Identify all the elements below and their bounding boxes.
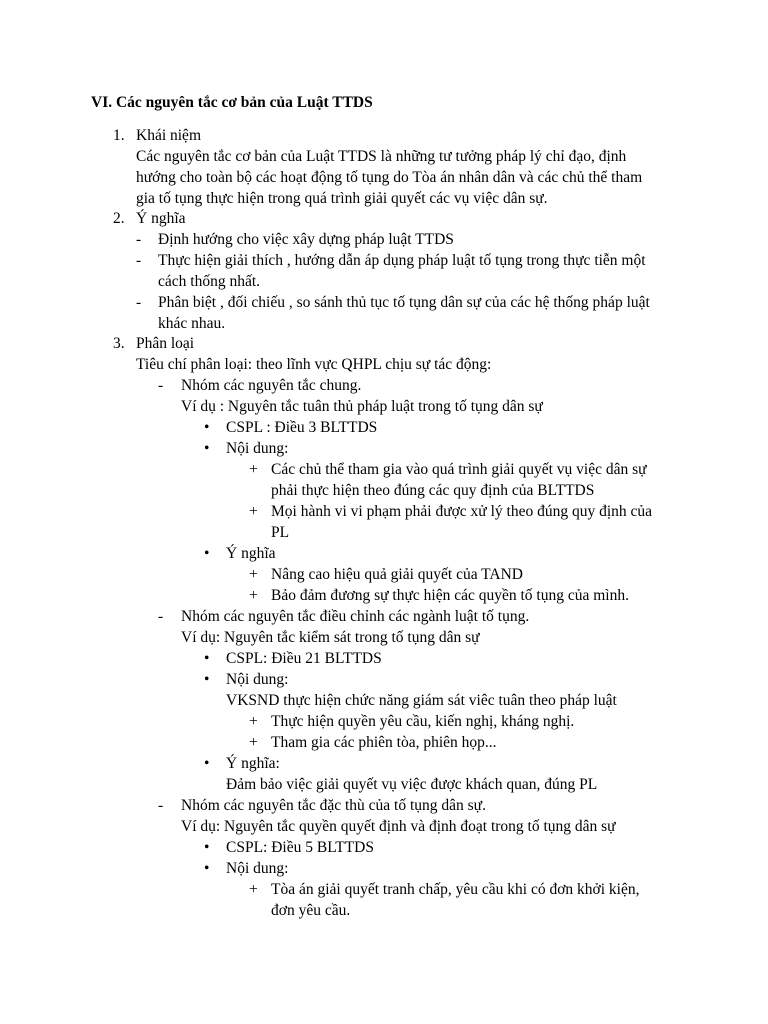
meaning-label: Ý nghĩa bbox=[226, 545, 276, 562]
list-item: Thực hiện giải thích , hướng dẫn áp dụng pháp luật tố tụng trong thực tiễn một bbox=[158, 252, 646, 269]
list-item: khác nhau. bbox=[158, 315, 226, 332]
content-line: PL bbox=[271, 524, 290, 541]
paragraph-line: Các nguyên tắc cơ bản của Luật TTDS là những tư tưởng pháp lý chỉ đạo, định bbox=[136, 148, 627, 165]
bullet-marker: • bbox=[204, 860, 210, 877]
bullet-marker: • bbox=[204, 545, 210, 562]
bullet-marker: • bbox=[204, 650, 210, 667]
content-line: Các chủ thể tham gia vào quá trình giải quyết vụ việc dân sự bbox=[271, 461, 647, 478]
section-heading: Ý nghĩa bbox=[136, 210, 186, 227]
bullet-marker: • bbox=[204, 755, 210, 772]
plus-marker: + bbox=[249, 587, 258, 604]
content-note: VKSND thực hiện chức năng giám sát viêc tuân theo pháp luật bbox=[226, 692, 617, 709]
group-example: Ví dụ: Nguyên tắc quyền quyết định và định đoạt trong tố tụng dân sự bbox=[181, 818, 616, 835]
content-label: Nội dung: bbox=[226, 440, 289, 457]
section-heading: Khái niệm bbox=[136, 127, 201, 144]
classification-criteria: Tiêu chí phân loại: theo lĩnh vực QHPL chịu sự tác động: bbox=[136, 356, 492, 373]
group-name: Nhóm các nguyên tắc điều chỉnh các ngành luật tố tụng. bbox=[181, 608, 530, 625]
section-number: 2. bbox=[113, 210, 125, 227]
section-heading: Phân loại bbox=[136, 335, 195, 352]
plus-marker: + bbox=[249, 461, 258, 478]
bullet-marker: • bbox=[204, 440, 210, 457]
bullet-marker: • bbox=[204, 671, 210, 688]
content-line: Mọi hành vi vi phạm phải được xử lý theo đúng quy định của bbox=[271, 503, 653, 520]
group-name: Nhóm các nguyên tắc đặc thù của tố tụng dân sự. bbox=[181, 797, 486, 814]
meaning-note: Đảm bảo việc giải quyết vụ việc được khách quan, đúng PL bbox=[226, 776, 598, 793]
section-number: 3. bbox=[113, 335, 125, 352]
group-example: Ví dụ : Nguyên tắc tuân thủ pháp luật trong tố tụng dân sự bbox=[181, 398, 543, 415]
plus-marker: + bbox=[249, 566, 258, 583]
dash-marker: - bbox=[136, 231, 142, 248]
plus-marker: + bbox=[249, 713, 258, 730]
plus-marker: + bbox=[249, 734, 258, 751]
content-line: Tòa án giải quyết tranh chấp, yêu cầu khi có đơn khởi kiện, bbox=[271, 881, 640, 898]
bullet-marker: • bbox=[204, 839, 210, 856]
content-line: Thực hiện quyền yêu cầu, kiến nghị, kháng nghị. bbox=[271, 713, 575, 730]
section-number: 1. bbox=[113, 127, 125, 144]
group-name: Nhóm các nguyên tắc chung. bbox=[181, 377, 362, 394]
paragraph-line: gia tố tụng thực hiện trong quá trình giải quyết các vụ việc dân sự. bbox=[136, 190, 548, 207]
meaning-line: Nâng cao hiệu quả giải quyết của TAND bbox=[271, 566, 523, 583]
document-title: VI. Các nguyên tắc cơ bản của Luật TTDS bbox=[91, 94, 373, 111]
cspl-item: CSPL: Điều 5 BLTTDS bbox=[226, 839, 374, 856]
bullet-marker: • bbox=[204, 419, 210, 436]
group-example: Ví dụ: Nguyên tắc kiểm sát trong tố tụng dân sự bbox=[181, 629, 480, 646]
list-item: cách thống nhất. bbox=[158, 273, 261, 290]
dash-marker: - bbox=[136, 294, 142, 311]
paragraph-line: hướng cho toàn bộ các hoạt động tố tụng do Tòa án nhân dân và các chủ thể tham bbox=[136, 169, 643, 186]
content-line: Tham gia các phiên tòa, phiên họp... bbox=[271, 734, 497, 751]
list-item: Phân biệt , đối chiếu , so sánh thủ tục tố tụng dân sự của các hệ thống pháp luật bbox=[158, 294, 650, 311]
cspl-item: CSPL: Điều 21 BLTTDS bbox=[226, 650, 382, 667]
list-item: Định hướng cho việc xây dựng pháp luật TTDS bbox=[158, 231, 454, 248]
dash-marker: - bbox=[136, 252, 142, 269]
content-line: đơn yêu cầu. bbox=[271, 902, 351, 919]
meaning-line: Bảo đảm đương sự thực hiện các quyền tố tụng của mình. bbox=[271, 587, 629, 604]
meaning-label: Ý nghĩa: bbox=[226, 755, 280, 772]
plus-marker: + bbox=[249, 503, 258, 520]
cspl-item: CSPL : Điều 3 BLTTDS bbox=[226, 419, 378, 436]
content-line: phải thực hiện theo đúng các quy định của BLTTDS bbox=[271, 482, 595, 499]
dash-marker: - bbox=[158, 377, 164, 394]
content-label: Nội dung: bbox=[226, 671, 289, 688]
dash-marker: - bbox=[158, 608, 164, 625]
content-label: Nội dung: bbox=[226, 860, 289, 877]
dash-marker: - bbox=[158, 797, 164, 814]
plus-marker: + bbox=[249, 881, 258, 898]
